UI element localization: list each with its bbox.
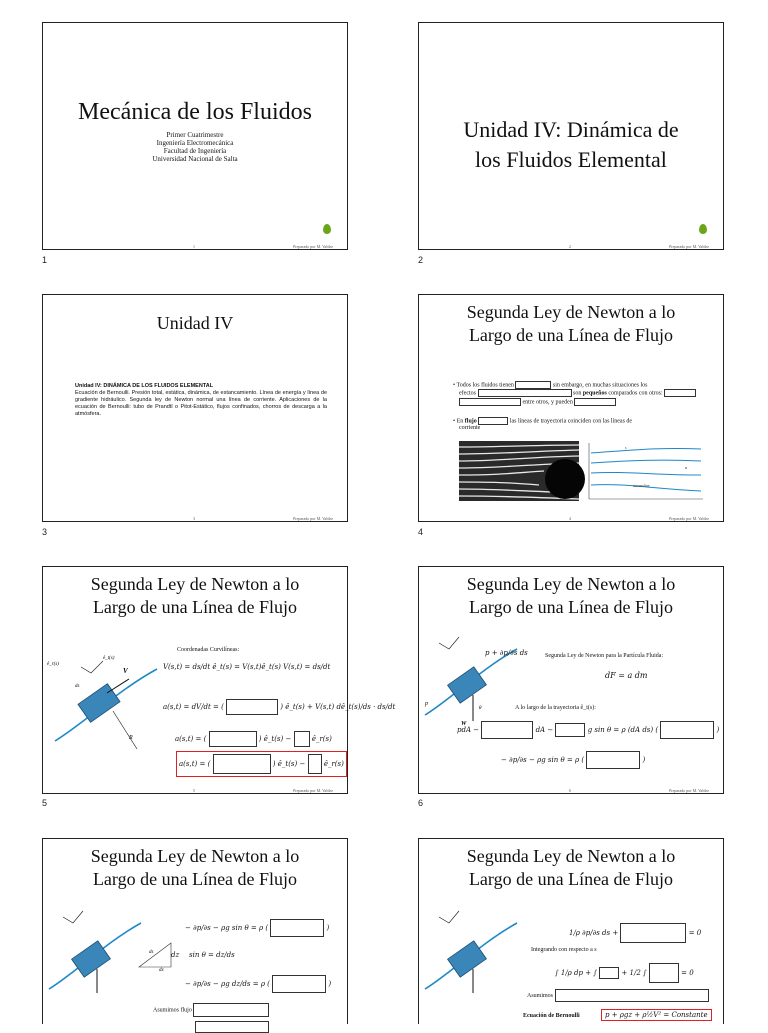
blank-box [308, 754, 322, 774]
svg-text:W: W [461, 721, 467, 727]
svg-text:p: p [425, 701, 428, 707]
blank-box [664, 389, 696, 397]
reduced-equation: − ∂p/∂s − ρg sin θ = ρ ( ) [501, 751, 645, 769]
author-credit: Preparado por M. Valdez [669, 516, 709, 521]
subtitle-line: Facultad de Ingeniería [163, 147, 227, 155]
force-balance-equation: pdA − dA − g sin θ = ρ (dA ds) ( ) [457, 721, 719, 739]
title-line: Segunda Ley de Newton a lo [466, 302, 676, 322]
streamline-diagram [585, 441, 705, 503]
newton-equation: dF = a dm [605, 671, 648, 680]
pressure-label: p + ∂p/∂s ds [485, 649, 528, 657]
unit-heading: Unidad IV: DINÁMICA DE LOS FLUIDOS ELEMENTAL [75, 383, 214, 389]
slope-triangle-diagram [135, 937, 175, 971]
blank-box [555, 989, 709, 1002]
slide-title [43, 845, 347, 891]
bernoulli-equation: p + ρgz + ρ½V² = Constante [601, 1009, 712, 1021]
acceleration-equation-2: a(s,t) = ( ) ê_t(s) − ê_r(s) [175, 731, 332, 747]
fluid-element-diagram [421, 903, 521, 1003]
blank-box [555, 723, 585, 737]
page-number: 1 [193, 244, 195, 249]
integration-label: Integrando con respecto a s [531, 947, 597, 953]
author-credit: Preparado por M. Valdez [293, 516, 333, 521]
drop-logo-icon [323, 224, 331, 234]
subtitle-line: Universidad Nacional de Salta [152, 155, 238, 163]
dz-label: dz [171, 951, 180, 959]
subtitle-line: Ingeniería Electromecánica [156, 139, 234, 147]
svg-text:V: V [123, 667, 128, 675]
svg-text:streamline: streamline [633, 483, 650, 488]
slide-number: 5 [42, 798, 48, 808]
slide-number: 4 [418, 527, 424, 537]
blank-box [586, 751, 640, 769]
unit-description [75, 383, 327, 418]
author-credit: Preparado por M. Valdez [669, 788, 709, 793]
slide-title [419, 115, 723, 175]
blank-box [209, 731, 257, 747]
blank-box [599, 967, 619, 979]
fluid-element-diagram [45, 903, 145, 1003]
bullet-1: • Todos los fluidos tienen sin embargo, en muchas situaciones los efectos son pequeños comparados con otros: entre otros, y pueden [453, 381, 709, 406]
title-line: Largo de una Línea de Flujo [468, 325, 674, 345]
blank-box [649, 963, 679, 983]
blank-box [193, 1003, 269, 1017]
blank-box [515, 381, 551, 389]
blank-box [574, 398, 616, 406]
title-line: Largo de una Línea de Flujo [92, 869, 298, 889]
newton-label: Segunda Ley de Newton para la Partícula Fluida: [545, 653, 664, 659]
blank-box [213, 754, 271, 774]
blank-box [294, 731, 310, 747]
slide-number: 1 [42, 255, 48, 265]
velocity-equation: V(s,t) = ds/dt ê_t(s) = V(s,t)ê_t(s) V(s,t) = ds/dt [163, 663, 331, 671]
acceleration-result-box: a(s,t) = ( ) ê_t(s) − ê_r(s) [176, 751, 347, 777]
page-number: 6 [569, 788, 571, 793]
blank-box [270, 919, 324, 937]
acceleration-equation-1: a(s,t) = dV/dt = ( ) ê_t(s) + V(s,t) dê_t(s)/ds · ds/dt [163, 699, 395, 715]
slide-title [43, 573, 347, 619]
slide-4[interactable] [418, 294, 724, 522]
slide-8[interactable] [418, 838, 724, 1024]
svg-text:R: R [129, 735, 133, 741]
unit-body: Ecuación de Bernoulli. Presión total, estática, dinámica, de estancamiento. Línea de energía y línea de gradiente hidráulico. Segunda ley de Newton normal una línea de corriente. Aplicaciones de la ecuación de Bernoulli: tubo de Prandtl o Pitot-Estático, flujos confinados, chorros de descarga a la atmósfera. [75, 390, 327, 417]
title-line: Segunda Ley de Newton a lo [90, 846, 300, 866]
title-line: Unidad IV: Dinámica de [463, 117, 679, 142]
blank-box [459, 398, 521, 406]
slide-title [419, 573, 723, 619]
slide-6[interactable] [418, 566, 724, 794]
blank-box [272, 975, 326, 993]
title-line: Largo de una Línea de Flujo [468, 869, 674, 889]
slide-number: 2 [418, 255, 424, 265]
integral-equation-1: 1/ρ ∂p/∂s ds + = 0 [569, 923, 701, 943]
svg-text:ê_r(s): ê_r(s) [47, 662, 59, 667]
integral-equation-2: ∫ 1/ρ dp + ∫ + 1/2 ∫ = 0 [555, 963, 694, 983]
blank-box [226, 699, 278, 715]
drop-logo-icon [699, 224, 707, 234]
bernoulli-label: Ecuación de Bernoulli [523, 1013, 580, 1019]
fluid-element-diagram [421, 629, 521, 729]
slide-7[interactable] [42, 838, 348, 1024]
subtitle-line: Primer Cuatrimestre [166, 131, 224, 139]
title-line: Segunda Ley de Newton a lo [466, 846, 676, 866]
slide-title: Unidad IV [156, 313, 234, 333]
trajectory-label: A lo largo de la trayectoria ê_t(s): [515, 705, 596, 711]
slide-title: Mecánica de los Fluidos [78, 99, 312, 125]
slide-1[interactable] [42, 22, 348, 250]
slide-number: 6 [418, 798, 424, 808]
title-line: Largo de una Línea de Flujo [92, 597, 298, 617]
bullet-2: • En flujo las líneas de trayectoria coinciden con las líneas de corriente [453, 418, 633, 432]
blank-box [481, 721, 533, 739]
page-number: 5 [193, 788, 195, 793]
slide-title [419, 845, 723, 891]
svg-text:s: s [625, 445, 627, 450]
page-number: 2 [569, 244, 571, 249]
blank-box [478, 417, 508, 425]
slide-number: 3 [42, 527, 48, 537]
slide-5[interactable] [42, 566, 396, 794]
blank-box [478, 389, 572, 397]
svg-text:ds: ds [149, 950, 154, 955]
title-line: Largo de una Línea de Flujo [468, 597, 674, 617]
assumption-line: Asumimos [527, 989, 709, 1002]
slide-2[interactable] [418, 22, 724, 250]
slide-3[interactable] [42, 294, 348, 522]
blank-box [660, 721, 714, 739]
flow-photo [459, 441, 579, 501]
blank-box [620, 923, 686, 943]
svg-text:ê_t(s): ê_t(s) [103, 656, 115, 661]
force-equation: − ∂p/∂s − ρg sin θ = ρ ( ) [185, 919, 329, 937]
svg-text:ds: ds [75, 684, 80, 689]
sine-equation: sin θ = dz/ds [189, 951, 235, 959]
svg-text:n: n [685, 465, 687, 470]
svg-text:dx: dx [159, 968, 164, 973]
author-credit: Preparado por M. Valdez [293, 788, 333, 793]
author-credit: Preparado por M. Valdez [669, 244, 709, 249]
title-line: los Fluidos Elemental [475, 147, 667, 172]
blank-box [195, 1021, 269, 1033]
author-credit: Preparado por M. Valdez [293, 244, 333, 249]
page-number: 4 [569, 516, 571, 521]
fluid-element-diagram [47, 651, 167, 761]
slide-subtitle [43, 131, 347, 163]
assumption-line: Asumimos flujo [153, 1003, 269, 1017]
curvilinear-label: Coordenadas Curvilíneas: [177, 647, 240, 653]
svg-text:θ: θ [479, 706, 482, 711]
force-equation-z: − ∂p/∂s − ρg dz/ds = ρ ( ) [185, 975, 331, 993]
title-line: Segunda Ley de Newton a lo [90, 574, 300, 594]
slide-title [419, 301, 723, 347]
title-line: Segunda Ley de Newton a lo [466, 574, 676, 594]
page-number: 3 [193, 516, 195, 521]
